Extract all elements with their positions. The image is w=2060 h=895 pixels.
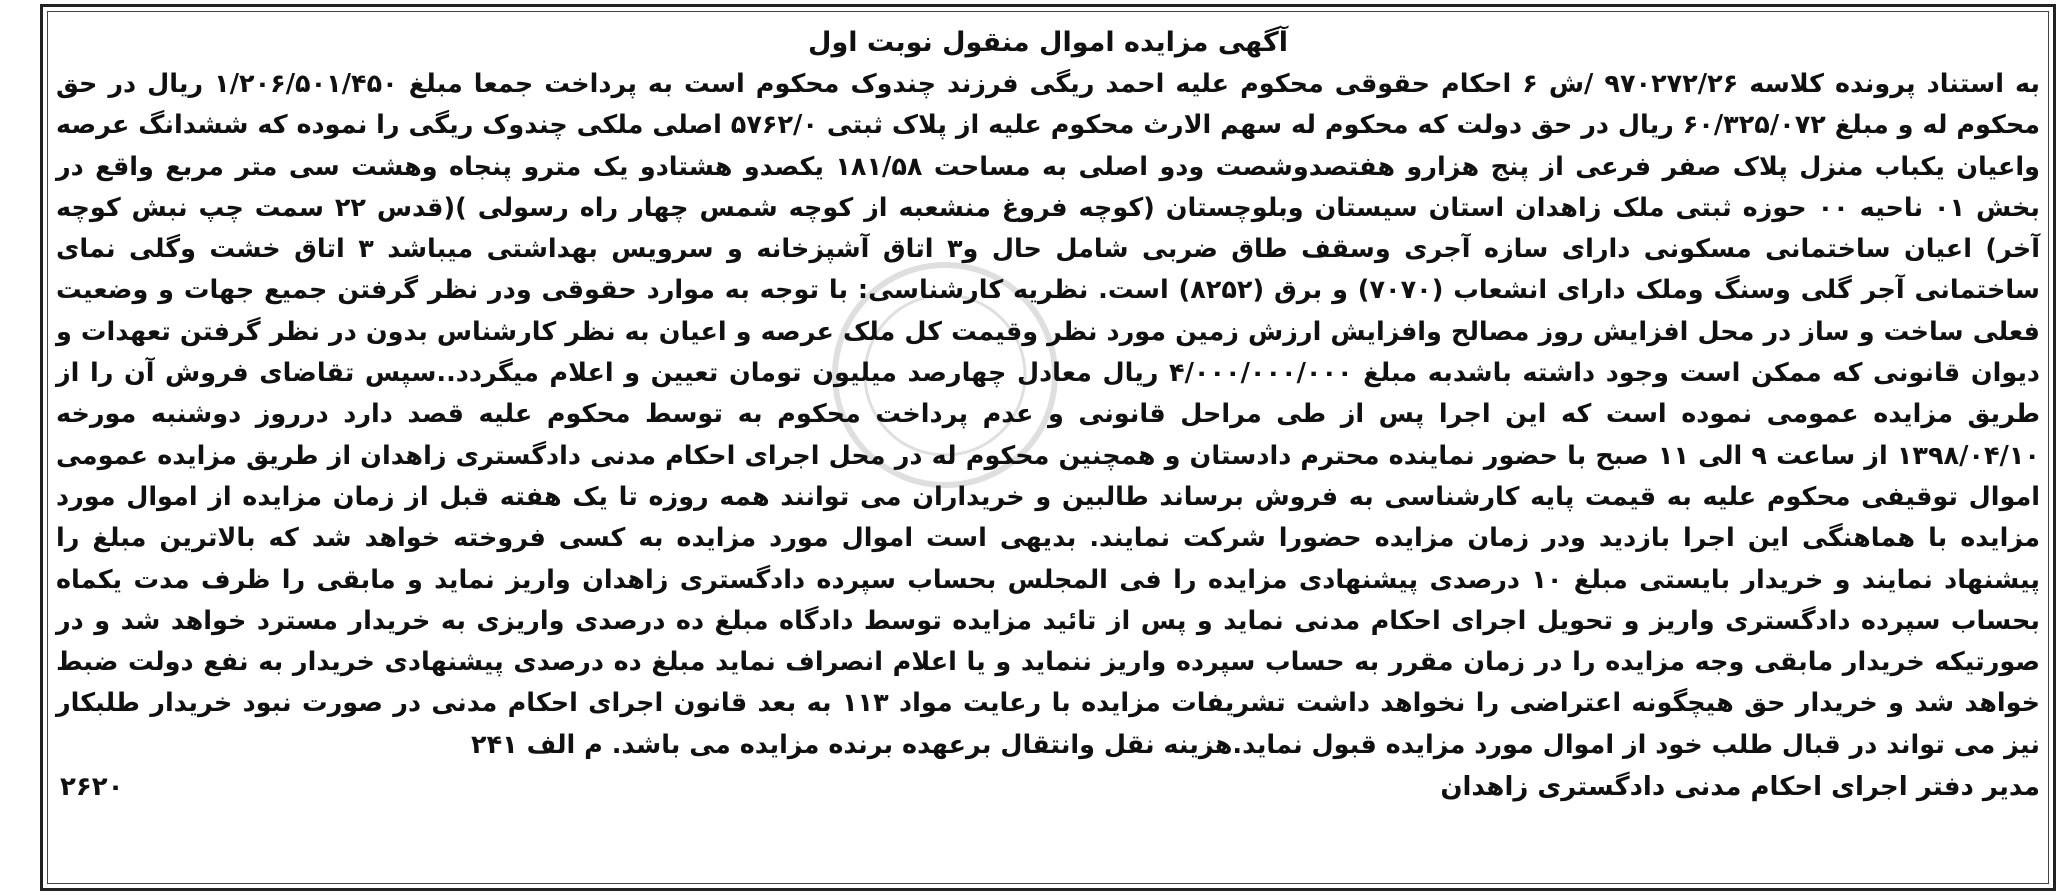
notice-content xyxy=(56,20,2040,879)
signature-line: مدیر دفتر اجرای احکام مدنی دادگستری زاهدان xyxy=(1440,772,2040,803)
notice-code: ۲۶۲۰ xyxy=(60,772,124,803)
notice-footer xyxy=(56,768,2040,852)
notice-body: به استناد پرونده کلاسه ۹۷۰۲۷۲/۲۶ /ش ۶ احکام حقوقی محکوم علیه احمد ریگی فرزند چندوک محکوم است به پرداخت جمعا مبلغ ۱/۲۰۶/۵۰۱/۴۵۰ ریال در حق محکوم له و مبلغ ۶۰/۳۲۵/۰۷۲ ریال در حق دولت که محکوم له سهم الارث محکوم علیه از پلاک ثبتی ۵۷۶۲/۰ اصلی ملکی چندوک ریگی را نموده که ششدانگ عرصه واعیان یکباب منزل پلاک صفر فرعی از پنج هزارو هفتصدوشصت ودو اصلی به مساحت ۱۸۱/۵۸ یکصدو هشتادو یک مترو پنجاه وهشت سی متر مربع واقع در بخش ۰۱ ناحیه ۰۰ حوزه ثبتی ملک زاهدان استان سیستان وبلوچستان (کوچه فروغ منشعبه از کوچه شمس چهار راه رسولی )(قدس ۲۲ سمت چپ نبش کوچه آخر) اعیان ساختمانی مسکونی دارای سازه آجری وسقف طاق ضربی شامل حال و۳ اتاق آشپزخانه و سرویس بهداشتی میباشد ۳ اتاق خشت وگلی نمای ساختمانی آجر گلی وسنگ وملک دارای انشعاب (۷۰۷۰) و برق (۸۲۵۲) است. نظریه کارشناسی: با توجه به موارد حقوقی ودر نظر گرفتن جمیع جهات و وضعیت فعلی ساخت و ساز در محل افزایش روز مصالح وافزایش ارزش زمین مورد نظر وقیمت کل ملک عرصه و اعیان به نظر کارشناس بدون در نظر گرفتن تعهدات و دیوان قانونی که ممکن است وجود داشته باشدبه مبلغ ۴/۰۰۰/۰۰۰/۰۰۰ ریال معادل چهارصد میلیون تومان تعیین و اعلام میگردد..سپس تقاضای فروش آن را از طریق مزایده عمومی نموده است که این اجرا پس از طی مراحل قانونی و عدم پرداخت محکوم به توسط محکوم علیه قصد دارد درروز دوشنبه مورخه ۱۳۹۸/۰۴/۱۰ از ساعت ۹ الی ۱۱ صبح با حضور نماینده محترم دادستان و همچنین محکوم له در محل اجرای احکام مدنی دادگستری زاهدان از طریق مزایده عمومی اموال توقیفی محکوم علیه به قیمت پایه کارشناسی به فروش برساند طالبین و خریداران می توانند همه روزه تا یک هفته قبل از زمان مزایده از اموال مورد مزایده با هماهنگی این اجرا بازدید ودر زمان مزایده حضورا شرکت نمایند. بدیهی است اموال مورد مزایده به کسی فروخته خواهد شد که بالاترین مبلغ را پیشنهاد نمایند و خریدار بایستی مبلغ ۱۰ درصدی پیشنهادی مزایده را فی المجلس بحساب سپرده دادگستری زاهدان واریز نماید و مابقی را ظرف مدت یکماه بحساب سپرده دادگستری واریز و تحویل اجرای احکام مدنی نماید و پس از تائید مزایده توسط دادگاه مبلغ ده درصدی واریزی به خریدار مسترد خواهد شد و در صورتیکه خریدار مابقی وجه مزایده را در زمان مقرر به حساب سپرده واریز ننماید و یا اعلام انصراف نماید مبلغ ده درصدی پیشنهادی خریدار به نفع دولت ضبط خواهد شد و خریدار حق هیچگونه اعتراضی را نخواهد داشت تشریفات مزایده با رعایت مواد ۱۱۳ به بعد قانون اجرای احکام مدنی در صورت نبود خریدار طلبکار نیز می تواند در قبال طلب خود از اموال مورد مزایده قبول نماید.هزینه نقل وانتقال برعهده برنده مزایده می باشد. م الف ۲۴۱ xyxy=(56,69,2041,760)
notice-title: آگهی مزایده اموال منقول نوبت اول xyxy=(808,27,1288,58)
